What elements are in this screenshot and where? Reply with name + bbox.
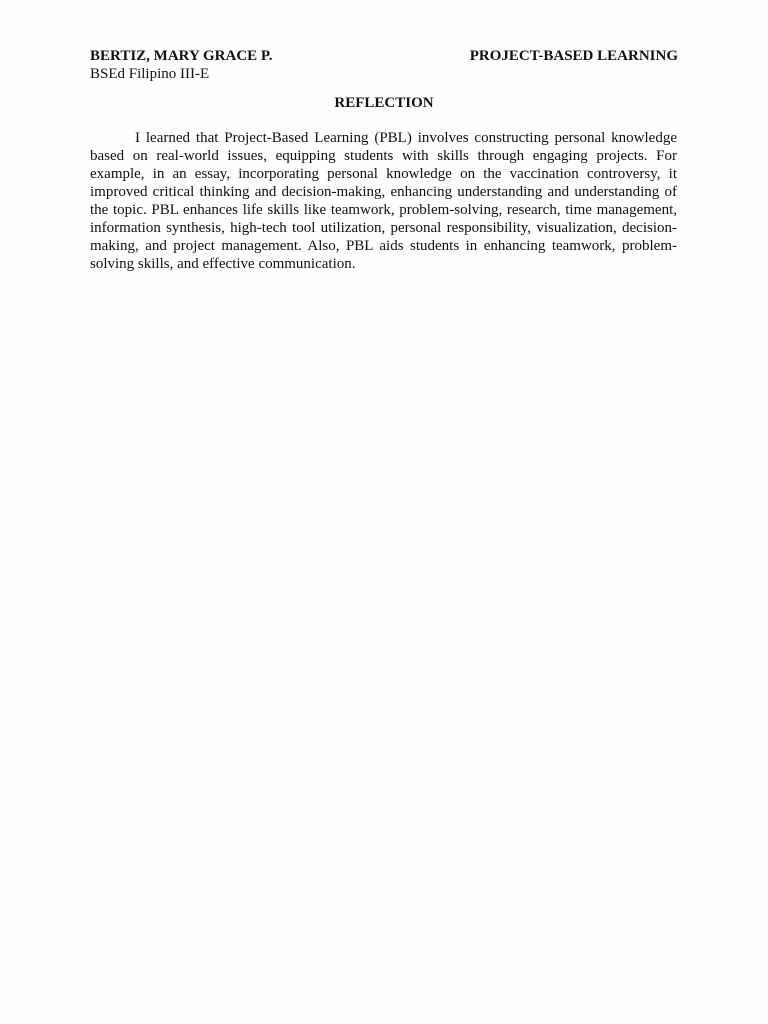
author-name: BERTIZ, MARY GRACE P. — [90, 48, 273, 64]
course-title: PROJECT-BASED LEARNING — [469, 48, 678, 64]
section-label: BSEd Filipino III-E — [90, 66, 210, 82]
document-header — [90, 47, 678, 66]
reflection-paragraph: I learned that Project-Based Learning (PBL) involves constructing personal knowledge based on real-world issues, equipping students with skills through engaging projects. For example, in an essay, incorporating personal knowledge on the vaccination controversy, it improved critical thinking and decision-making, enhancing understanding and understanding of the topic. PBL enhances life skills like teamwork, problem-solving, research, time management, information synthesis, high-tech tool utilization, personal responsibility, visualization, decision-making, and project management. Also, PBL aids students in enhancing teamwork, problem-solving skills, and effective communication. — [90, 130, 677, 272]
document-heading: REFLECTION — [334, 95, 434, 111]
